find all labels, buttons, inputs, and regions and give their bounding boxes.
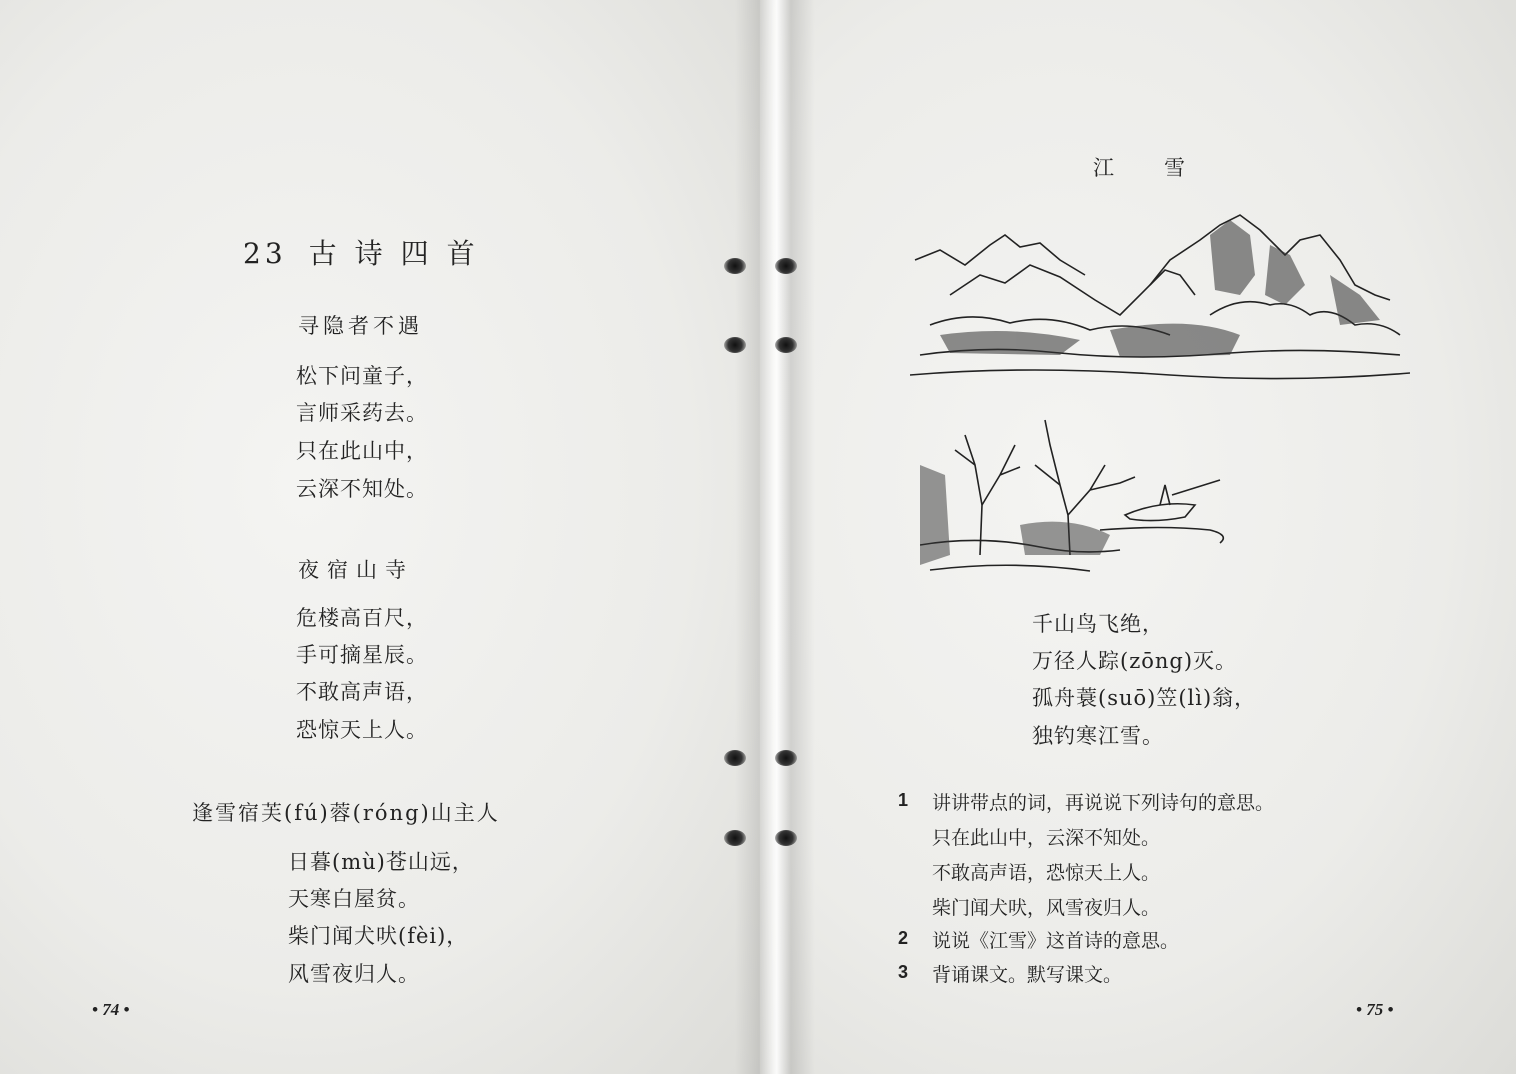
binding-hole: [775, 337, 797, 353]
exercise-sub-line: 柴门闻犬吠，风雪夜归人。: [932, 897, 1161, 919]
binding-hole: [775, 750, 797, 766]
poem-line: 恐惊天上人。: [296, 718, 428, 742]
poem-line: 千山鸟飞绝，: [1032, 612, 1164, 636]
lesson-heading: [243, 232, 493, 272]
page-number: • 74 •: [92, 1000, 130, 1019]
poem-line: 危楼高百尺，: [296, 606, 428, 630]
exercise-number: 1: [898, 790, 909, 810]
poem-line: 松下问童子，: [296, 364, 428, 388]
exercise-sub-line: 不敢高声语，恐惊天上人。: [932, 862, 1161, 884]
binding-hole: [775, 258, 797, 274]
poem-line: 风雪夜归人。: [288, 962, 420, 986]
poem-line: 日暮(mù)苍山远，: [288, 850, 474, 874]
poem-line: 柴门闻犬吠(fèi)，: [288, 924, 469, 948]
page-number: • 75 •: [1356, 1000, 1394, 1019]
poem-line: 万径人踪(zōng)灭。: [1032, 649, 1238, 673]
poem-line: 天寒白屋贫。: [288, 887, 420, 911]
book-gutter: [735, 0, 815, 1074]
poem-line: 独钓寒江雪。: [1032, 724, 1164, 748]
lesson-number: 23: [243, 237, 287, 270]
right-page: [760, 0, 1516, 1074]
trees-boat-fisherman-illustration: [920, 405, 1240, 580]
poem-line: 只在此山中，: [296, 439, 428, 463]
poem-line: 手可摘星辰。: [296, 643, 428, 667]
binding-hole: [724, 830, 746, 846]
poem-line: 言师采药去。: [296, 401, 428, 425]
poem-title: 夜宿山寺: [298, 558, 414, 582]
poem-title: 寻隐者不遇: [298, 314, 423, 338]
mountain-landscape-illustration: [910, 205, 1410, 385]
lesson-title: 古诗四首: [308, 237, 493, 270]
binding-hole: [724, 337, 746, 353]
poem-line: 孤舟蓑(suō)笠(lì)翁，: [1032, 686, 1257, 710]
poem-line: 云深不知处。: [296, 477, 428, 501]
poem-title: 江雪: [1093, 156, 1235, 180]
exercise-text: 说说《江雪》这首诗的意思。: [932, 930, 1180, 952]
exercise-number: 2: [898, 928, 909, 948]
poem-line: 不敢高声语，: [296, 680, 428, 704]
poem-title: 逢雪宿芙(fú)蓉(róng)山主人: [192, 801, 500, 825]
binding-hole: [775, 830, 797, 846]
exercise-number: 3: [898, 962, 909, 982]
exercise-sub-line: 只在此山中，云深不知处。: [932, 827, 1161, 849]
exercise-text: 讲讲带点的词，再说说下列诗句的意思。: [932, 792, 1275, 814]
binding-hole: [724, 750, 746, 766]
binding-hole: [724, 258, 746, 274]
exercise-text: 背诵课文。默写课文。: [932, 964, 1123, 986]
